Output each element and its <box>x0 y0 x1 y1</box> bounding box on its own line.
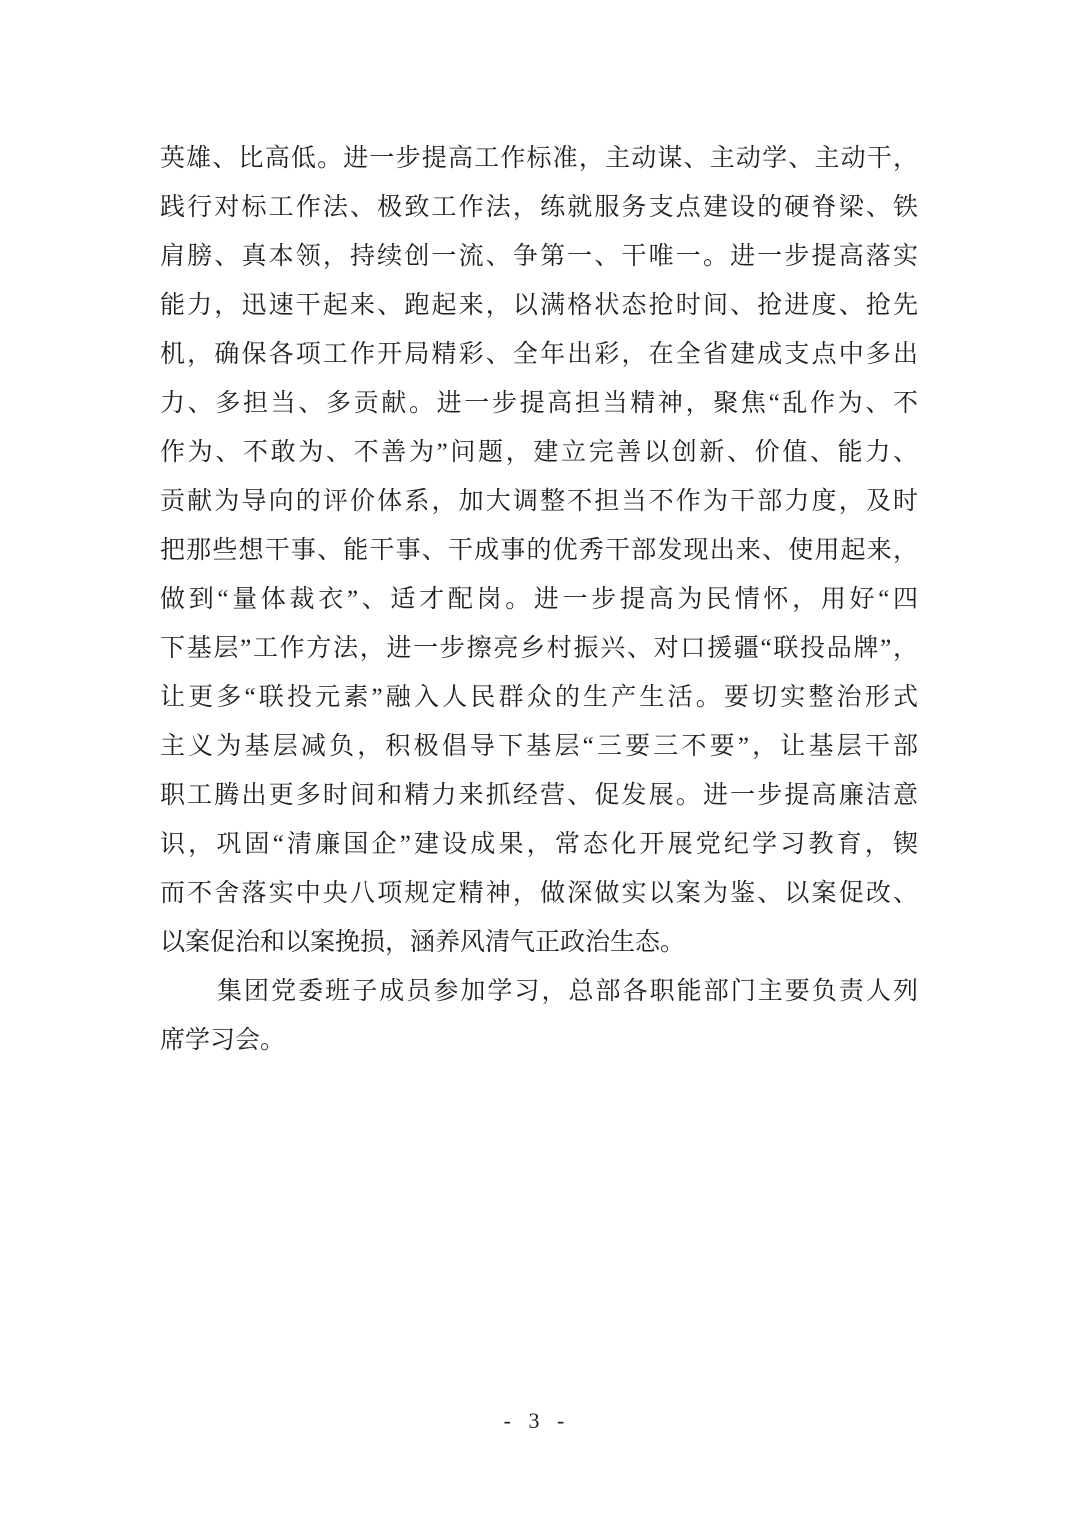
text-line: 肩膀、真本领，持续创一流、争第一、干唯一。进一步提高落实 <box>160 243 918 270</box>
text-line: 下基层”工作方法，进一步擦亮乡村振兴、对口援疆“联投品牌”， <box>160 635 918 662</box>
text-line: 做到“量体裁衣”、适才配岗。进一步提高为民情怀，用好“四 <box>160 586 918 613</box>
body-text <box>160 134 918 1065</box>
text-line: 贡献为导向的评价体系，加大调整不担当不作为干部力度，及时 <box>160 488 918 515</box>
text-line: 践行对标工作法、极致工作法，练就服务支点建设的硬脊梁、铁 <box>160 194 918 221</box>
text-line: 把那些想干事、能干事、干成事的优秀干部发现出来、使用起来， <box>160 537 918 564</box>
page-number: - 3 - <box>503 1408 571 1433</box>
text-line: 职工腾出更多时间和精力来抓经营、促发展。进一步提高廉洁意 <box>160 782 918 809</box>
text-line: 能力，迅速干起来、跑起来，以满格状态抢时间、抢进度、抢先 <box>160 292 918 319</box>
text-line-paragraph-end: 以案促治和以案挽损，涵养风清气正政治生态。 <box>160 929 686 956</box>
text-line: 而不舍落实中央八项规定精神，做深做实以案为鉴、以案促改、 <box>160 880 918 907</box>
text-line: 力、多担当、多贡献。进一步提高担当精神，聚焦“乱作为、不 <box>160 390 918 417</box>
text-line: 主义为基层减负，积极倡导下基层“三要三不要”，让基层干部 <box>160 733 918 760</box>
text-line: 机，确保各项工作开局精彩、全年出彩，在全省建成支点中多出 <box>160 341 918 368</box>
text-line: 识，巩固“清廉国企”建设成果，常态化开展党纪学习教育，锲 <box>160 831 918 858</box>
text-line: 让更多“联投元素”融入人民群众的生产生活。要切实整治形式 <box>160 684 918 711</box>
text-line: 作为、不敢为、不善为”问题，建立完善以创新、价值、能力、 <box>160 439 918 466</box>
text-line-paragraph-end: 席学习会。 <box>160 1027 286 1054</box>
text-line-paragraph-start: 集团党委班子成员参加学习，总部各职能部门主要负责人列 <box>217 978 918 1005</box>
text-line: 英雄、比高低。进一步提高工作标准，主动谋、主动学、主动干， <box>160 145 918 172</box>
